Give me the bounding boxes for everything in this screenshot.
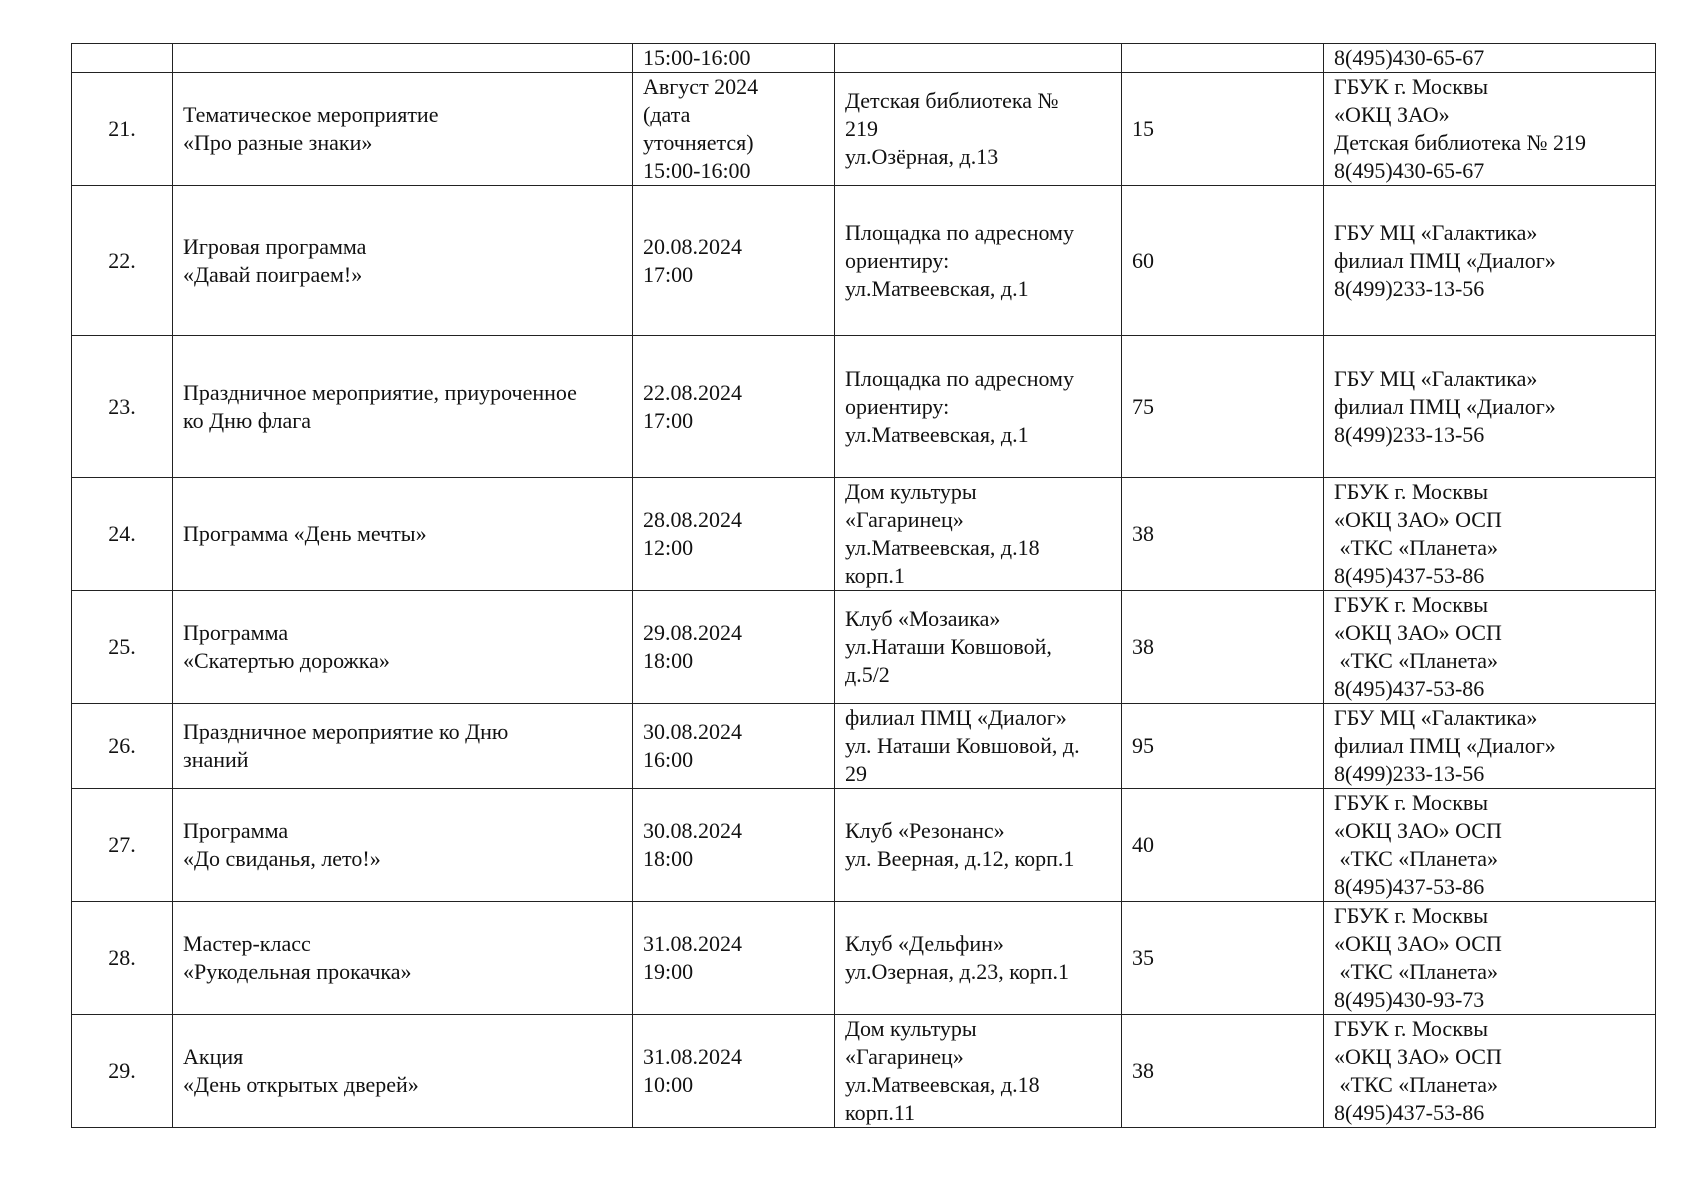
event-place-line: ул. Веерная, д.12, корп.1	[845, 846, 1075, 871]
participants-count: 40	[1132, 832, 1154, 857]
event-date-line: 16:00	[643, 747, 694, 772]
organizer-contact-cell	[1324, 591, 1656, 704]
organizer-contact-line: ГБУК г. Москвы	[1334, 592, 1489, 617]
event-place-line: Клуб «Резонанс»	[845, 818, 1005, 843]
organizer-contact-cell	[1324, 186, 1656, 336]
organizer-contact-line: 8(495)437-53-86	[1334, 676, 1485, 701]
event-name-line: «До свиданья, лето!»	[183, 846, 381, 871]
participants-count-cell	[1122, 1015, 1324, 1128]
event-name-line: Праздничное мероприятие ко Дню	[183, 719, 509, 744]
event-date-line: 17:00	[643, 261, 694, 287]
event-place-line: ул.Матвеевская, д.18	[845, 535, 1040, 560]
event-name-cell	[173, 789, 633, 902]
organizer-contact-line: «ТКС «Планета»	[1334, 535, 1499, 560]
row-number-cell	[72, 591, 173, 704]
event-place-line: ул.Матвеевская, д.1	[845, 275, 1029, 301]
row-number-cell	[72, 789, 173, 902]
organizer-contact-line: ГБУ МЦ «Галактика»	[1334, 365, 1538, 391]
event-place-cell	[835, 704, 1122, 789]
organizer-contact-line: 8(499)233-13-56	[1334, 275, 1485, 301]
event-date-line: 20.08.2024	[643, 233, 742, 259]
organizer-contact-line: Детская библиотека № 219	[1334, 130, 1586, 155]
organizer-contact-line: «ОКЦ ЗАО» ОСП	[1334, 507, 1502, 532]
participants-count-cell	[1122, 336, 1324, 478]
event-date-cell	[633, 478, 835, 591]
table-row	[72, 1015, 1656, 1128]
organizer-contact-line: филиал ПМЦ «Диалог»	[1334, 393, 1556, 419]
event-date-line: Август 2024	[643, 74, 759, 99]
participants-count-cell	[1122, 704, 1324, 789]
table-row	[72, 336, 1656, 478]
event-name-line: Акция	[183, 1044, 244, 1069]
row-number: 24.	[108, 521, 136, 546]
event-place-line: ул. Наташи Ковшовой, д.	[845, 733, 1080, 758]
event-date-line: 31.08.2024	[643, 1044, 742, 1069]
event-date-cell	[633, 902, 835, 1015]
event-name-cell	[173, 591, 633, 704]
event-name-cell	[173, 336, 633, 478]
event-name-line: Праздничное мероприятие, приуроченное	[183, 379, 577, 405]
event-name-line: «День открытых дверей»	[183, 1072, 419, 1097]
event-date-cell	[633, 591, 835, 704]
event-name-cell	[173, 186, 633, 336]
organizer-contact-line: филиал ПМЦ «Диалог»	[1334, 247, 1556, 273]
event-date-line: 22.08.2024	[643, 379, 742, 405]
row-number-cell	[72, 902, 173, 1015]
organizer-contact-cell	[1324, 73, 1656, 186]
participants-count: 60	[1132, 247, 1154, 273]
event-name-line: Игровая программа	[183, 233, 367, 259]
event-place-line: Клуб «Мозаика»	[845, 606, 1001, 631]
event-date-line: 29.08.2024	[643, 620, 742, 645]
event-place-cell	[835, 186, 1122, 336]
participants-count: 35	[1132, 945, 1154, 970]
organizer-contact-line: ГБУ МЦ «Галактика»	[1334, 219, 1538, 245]
event-name-cell	[173, 73, 633, 186]
event-date-line: 30.08.2024	[643, 818, 742, 843]
event-place-cell	[835, 73, 1122, 186]
organizer-contact-cell	[1324, 336, 1656, 478]
participants-count: 75	[1132, 393, 1154, 419]
event-name-line: «Скатертью дорожка»	[183, 648, 390, 673]
event-place-line: ул.Матвеевская, д.18	[845, 1072, 1040, 1097]
events-table-body	[72, 44, 1656, 1128]
event-name-line: Программа «День мечты»	[183, 521, 427, 546]
organizer-contact-line: 8(495)430-65-67	[1334, 158, 1485, 183]
event-name-line: Программа	[183, 818, 289, 843]
table-row	[72, 44, 1656, 73]
row-number-cell	[72, 478, 173, 591]
event-date-line: 28.08.2024	[643, 507, 742, 532]
organizer-contact-line: «ТКС «Планета»	[1334, 846, 1499, 871]
table-row	[72, 478, 1656, 591]
organizer-contact-line: ГБУ МЦ «Галактика»	[1334, 705, 1538, 730]
event-date-line: уточняется)	[643, 130, 754, 155]
event-date-cell	[633, 1015, 835, 1128]
row-number: 23.	[108, 393, 136, 419]
participants-count: 15	[1132, 116, 1154, 141]
organizer-contact-line: 8(495)430-93-73	[1334, 987, 1485, 1012]
event-date-line: 18:00	[643, 846, 694, 871]
event-place-line: ул.Матвеевская, д.1	[845, 421, 1029, 447]
event-place-line: корп.1	[845, 563, 905, 588]
organizer-contact-line: ГБУК г. Москвы	[1334, 1016, 1489, 1041]
event-place-line: корп.11	[845, 1100, 916, 1125]
events-table	[71, 43, 1656, 1128]
event-date-cell	[633, 336, 835, 478]
organizer-contact-line: «ТКС «Планета»	[1334, 959, 1499, 984]
event-date-cell	[633, 186, 835, 336]
event-place-line: Площадка по адресному	[845, 219, 1074, 245]
event-place-line: ориентиру:	[845, 247, 950, 273]
event-name-line: Программа	[183, 620, 289, 645]
row-number-cell	[72, 704, 173, 789]
row-number: 29.	[108, 1058, 136, 1083]
event-name-cell	[173, 704, 633, 789]
row-number: 27.	[108, 832, 136, 857]
organizer-contact-line: «ОКЦ ЗАО» ОСП	[1334, 1044, 1502, 1069]
event-date-line: 15:00-16:00	[643, 45, 751, 70]
event-name-line: «Давай поиграем!»	[183, 261, 363, 287]
organizer-contact-line: «ОКЦ ЗАО» ОСП	[1334, 931, 1502, 956]
row-number-cell	[72, 1015, 173, 1128]
event-date-cell	[633, 704, 835, 789]
event-date-line: 10:00	[643, 1072, 694, 1097]
organizer-contact-line: 8(495)437-53-86	[1334, 563, 1485, 588]
event-name-cell	[173, 902, 633, 1015]
organizer-contact-line: 8(495)437-53-86	[1334, 1100, 1485, 1125]
event-place-line: д.5/2	[845, 662, 890, 687]
table-row	[72, 73, 1656, 186]
row-number-cell	[72, 44, 173, 73]
event-place-line: Детская библиотека №	[845, 88, 1059, 113]
event-place-cell	[835, 1015, 1122, 1128]
document-page	[71, 43, 1655, 1128]
organizer-contact-cell	[1324, 44, 1656, 73]
event-place-line: ориентиру:	[845, 393, 950, 419]
table-row	[72, 186, 1656, 336]
event-place-line: Дом культуры	[845, 1016, 977, 1041]
organizer-contact-line: 8(499)233-13-56	[1334, 761, 1485, 786]
participants-count: 38	[1132, 1058, 1154, 1083]
organizer-contact-line: ГБУК г. Москвы	[1334, 790, 1489, 815]
row-number: 21.	[108, 116, 136, 141]
organizer-contact-line: ГБУК г. Москвы	[1334, 74, 1489, 99]
event-name-cell	[173, 44, 633, 73]
row-number-cell	[72, 73, 173, 186]
event-place-cell	[835, 902, 1122, 1015]
table-row	[72, 789, 1656, 902]
event-name-line: «Про разные знаки»	[183, 130, 373, 155]
organizer-contact-line: ГБУК г. Москвы	[1334, 479, 1489, 504]
table-row	[72, 902, 1656, 1015]
event-place-line: 29	[845, 761, 867, 786]
event-place-line: ул.Наташи Ковшовой,	[845, 634, 1052, 659]
event-place-line: Площадка по адресному	[845, 365, 1074, 391]
participants-count-cell	[1122, 73, 1324, 186]
event-name-line: ко Дню флага	[183, 407, 312, 433]
participants-count-cell	[1122, 186, 1324, 336]
event-place-line: ул.Озерная, д.23, корп.1	[845, 959, 1070, 984]
event-date-cell	[633, 44, 835, 73]
event-date-line: 30.08.2024	[643, 719, 742, 744]
organizer-contact-line: 8(495)430-65-67	[1334, 45, 1485, 70]
organizer-contact-cell	[1324, 1015, 1656, 1128]
event-place-cell	[835, 336, 1122, 478]
participants-count-cell	[1122, 789, 1324, 902]
participants-count-cell	[1122, 44, 1324, 73]
participants-count: 38	[1132, 634, 1154, 659]
event-place-cell	[835, 478, 1122, 591]
event-place-line: Клуб «Дельфин»	[845, 931, 1004, 956]
event-place-line: «Гагаринец»	[845, 1044, 964, 1069]
event-place-cell	[835, 44, 1122, 73]
organizer-contact-line: «ОКЦ ЗАО» ОСП	[1334, 818, 1502, 843]
organizer-contact-cell	[1324, 902, 1656, 1015]
participants-count-cell	[1122, 478, 1324, 591]
event-place-cell	[835, 591, 1122, 704]
event-place-line: ул.Озёрная, д.13	[845, 144, 999, 169]
event-date-line: 31.08.2024	[643, 931, 742, 956]
row-number-cell	[72, 336, 173, 478]
participants-count-cell	[1122, 591, 1324, 704]
event-place-cell	[835, 789, 1122, 902]
participants-count: 95	[1132, 733, 1154, 758]
event-name-line: Мастер-класс	[183, 931, 311, 956]
event-date-line: 15:00-16:00	[643, 158, 751, 183]
organizer-contact-line: филиал ПМЦ «Диалог»	[1334, 733, 1556, 758]
event-date-line: 18:00	[643, 648, 694, 673]
organizer-contact-line: ГБУК г. Москвы	[1334, 903, 1489, 928]
participants-count-cell	[1122, 902, 1324, 1015]
participants-count: 38	[1132, 521, 1154, 546]
event-place-line: «Гагаринец»	[845, 507, 964, 532]
event-date-line: 12:00	[643, 535, 694, 560]
organizer-contact-line: «ОКЦ ЗАО» ОСП	[1334, 620, 1502, 645]
organizer-contact-line: «ОКЦ ЗАО»	[1334, 102, 1450, 127]
table-row	[72, 591, 1656, 704]
event-name-line: знаний	[183, 747, 249, 772]
event-place-line: филиал ПМЦ «Диалог»	[845, 705, 1067, 730]
event-date-cell	[633, 789, 835, 902]
row-number: 25.	[108, 634, 136, 659]
event-date-cell	[633, 73, 835, 186]
row-number: 22.	[108, 247, 136, 273]
organizer-contact-line: 8(499)233-13-56	[1334, 421, 1485, 447]
event-place-line: 219	[845, 116, 878, 141]
table-row	[72, 704, 1656, 789]
organizer-contact-line: «ТКС «Планета»	[1334, 648, 1499, 673]
event-date-line: (дата	[643, 102, 691, 127]
organizer-contact-cell	[1324, 478, 1656, 591]
row-number: 28.	[108, 945, 136, 970]
organizer-contact-line: 8(495)437-53-86	[1334, 874, 1485, 899]
organizer-contact-cell	[1324, 704, 1656, 789]
row-number: 26.	[108, 733, 136, 758]
event-date-line: 19:00	[643, 959, 694, 984]
event-place-line: Дом культуры	[845, 479, 977, 504]
organizer-contact-line: «ТКС «Планета»	[1334, 1072, 1499, 1097]
organizer-contact-cell	[1324, 789, 1656, 902]
event-name-line: Тематическое мероприятие	[183, 102, 439, 127]
event-name-cell	[173, 1015, 633, 1128]
event-name-line: «Рукодельная прокачка»	[183, 959, 412, 984]
event-name-cell	[173, 478, 633, 591]
event-date-line: 17:00	[643, 407, 694, 433]
row-number-cell	[72, 186, 173, 336]
